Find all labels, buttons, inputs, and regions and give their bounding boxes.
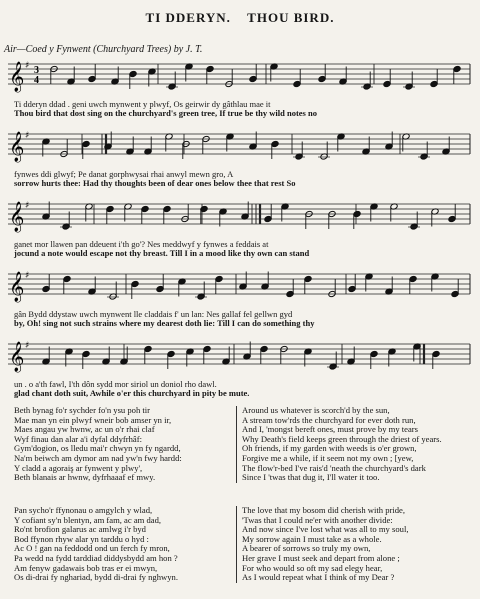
- music-staff-2: [6, 126, 472, 168]
- verse-line: Os di-drai fy nghariad, bydd di-drai fy nghwyn.: [14, 573, 178, 583]
- verse-line: The love that my bosom did cherish with pride,: [242, 506, 406, 515]
- verse-line: Maes angau yw hwnw, ac un o'r rhai claf: [14, 425, 155, 435]
- english-verse-1: [236, 406, 480, 483]
- lyrics-english-1: Thou bird that dost sing on the churchyard's green tree, If true be thy wild notes no: [14, 108, 317, 118]
- verse-line: The flow'r-bed I've rais'd 'neath the churchyard's dark: [242, 463, 426, 473]
- welsh-verse-2: [14, 506, 230, 583]
- lyrics-line-2: [14, 170, 470, 188]
- verse-line: A stream tow'rds the churchyard for ever doth run,: [242, 415, 416, 425]
- verse-line: Y cladd a agoraiş ar fynwent y plwy',: [14, 463, 143, 473]
- english-verse-2: [236, 506, 480, 583]
- verse-line: Na'm beiwch am dymor am nad yw'n fwy hardd:: [14, 453, 182, 463]
- verse-line: Oh friends, if my garden with weeds is o'er grown,: [242, 444, 417, 454]
- verse-line: And I, 'mongst bereft ones, must prove by my tears: [242, 425, 419, 435]
- lyrics-english-4: by, Oh! sing not such strains where my dearest doth lie: Till I can do something thy: [14, 318, 315, 328]
- music-staff-4: [6, 266, 472, 308]
- music-staff-1: [6, 56, 472, 98]
- key-sharp: ♯: [25, 201, 30, 211]
- lyrics-english-2: sorrow hurts thee: Had thy thoughts been of dear ones below thee that rest So: [14, 178, 296, 188]
- treble-clef: 𝄞: [9, 132, 25, 162]
- verse-line: Forgive me a while, if it seem not my own ; [yew,: [242, 453, 414, 463]
- lyrics-english-3: jocund a note would escape not thy breast. Till I in a mood like thy own can stand: [14, 248, 310, 258]
- lyrics-english-5: glad chant doth suit, Awhile o'er this churchyard in pity be mute.: [14, 388, 250, 398]
- verse-line: Pa wedd na fydd tarddiad diddysbydd am hon ?: [14, 553, 178, 563]
- verse-line: Her grave I must seek and depart from alone ;: [242, 553, 400, 563]
- verse-line: Bod ffynon rhyw alar yn tarddu o hyd :: [14, 534, 149, 544]
- treble-clef: 𝄞: [9, 202, 25, 232]
- verse-line: Around us whatever is scorch'd by the sun,: [242, 406, 390, 415]
- lyrics-welsh-3: ganet mor llawen pan ddeuent i'th go'? Nes meddwyf y fynwes a feddais at: [14, 239, 269, 249]
- key-sharp: ♯: [25, 61, 30, 71]
- time-signature-bottom: 4: [34, 75, 39, 86]
- key-sharp: ♯: [25, 341, 30, 351]
- key-sharp: ♯: [25, 131, 30, 141]
- treble-clef: 𝄞: [9, 272, 25, 302]
- title-english: THOU BIRD.: [247, 10, 335, 25]
- verse-line: Pan sycho'r ffynonau o amgylch y wlad,: [14, 506, 153, 515]
- lyrics-welsh-4: gân Bydd ddystaw uwch mynwent lle claddais f' un lan: Nes gallaf fel gellwn gyd: [14, 309, 293, 319]
- air-line: Air—Coed y Fynwent (Churchyard Trees) by J. T.: [4, 44, 203, 55]
- lyrics-line-3: [14, 240, 470, 258]
- verse-line: Gym'dogion, os lledu mai'r chwyn yn fy ngardd,: [14, 444, 181, 454]
- verse-line: Ac O ! gan na feddodd ond un ferch fy mron,: [14, 544, 170, 554]
- welsh-verse-1: [14, 406, 230, 483]
- verse-line: Am fenyw gadawais bob tras er ei mwyn,: [14, 563, 158, 573]
- treble-clef: 𝄞: [9, 342, 25, 372]
- lyrics-welsh-2: fynwes ddi glwyf; Pe danat gorphwysai rhai anwyl mewn gro, A: [14, 169, 234, 179]
- lyrics-welsh-1: Ti dderyn ddad . geni uwch mynwent y plwyf, Os geirwir dy gâthlau mae it: [14, 99, 271, 109]
- key-sharp: ♯: [25, 271, 30, 281]
- treble-clef: 𝄞: [9, 62, 25, 92]
- verse-line: Y cofiant sy'n blentyn, am fam, ac am dad,: [14, 515, 162, 525]
- verse-line: Beth blanais ar hwnw, dyfrhaaaf ef mwy.: [14, 473, 156, 483]
- lyrics-line-1: [14, 100, 470, 118]
- verse-line: And now since I've lost what was all to my soul,: [242, 525, 409, 535]
- lyrics-welsh-5: un . o a'th fawl, I'th dôn sydd mor siriol un doniol rho dawl.: [14, 379, 217, 389]
- verse-line: Mae man yn ein plwyf wneir bob amser yn ir,: [14, 415, 172, 425]
- verse-line: Ro'nt brofion galarus ac amlwg i'r byd: [14, 525, 146, 535]
- verse-line: 'Twas that I could ne'er with another divide:: [242, 515, 393, 525]
- song-title: [0, 10, 480, 26]
- music-staff-3: [6, 196, 472, 238]
- verse-line: Wyf finau dan alar a'i dyfal ddyfrhâf:: [14, 434, 142, 444]
- verse-line: Since I 'twas that dug it, I'll water it too.: [242, 473, 380, 483]
- verse-line: Why Death's field keeps green through the driest of years.: [242, 434, 442, 444]
- title-welsh: TI DDERYN.: [145, 10, 231, 25]
- music-staff-5: [6, 336, 472, 378]
- time-signature-top: 3: [34, 65, 39, 76]
- lyrics-line-5: [14, 380, 470, 398]
- verse-line: My sorrow again I must take as a whole.: [242, 534, 382, 544]
- verse-line: Beth bynag fo'r sychder fo'n ysu poh tir: [14, 406, 151, 415]
- verse-line: A bearer of sorrows so truly my own,: [242, 544, 371, 554]
- verse-line: For who would so oft my sad elegy hear,: [242, 563, 383, 573]
- verse-line: As I would repeat what I think of my Dear ?: [242, 573, 395, 583]
- lyrics-line-4: [14, 310, 470, 328]
